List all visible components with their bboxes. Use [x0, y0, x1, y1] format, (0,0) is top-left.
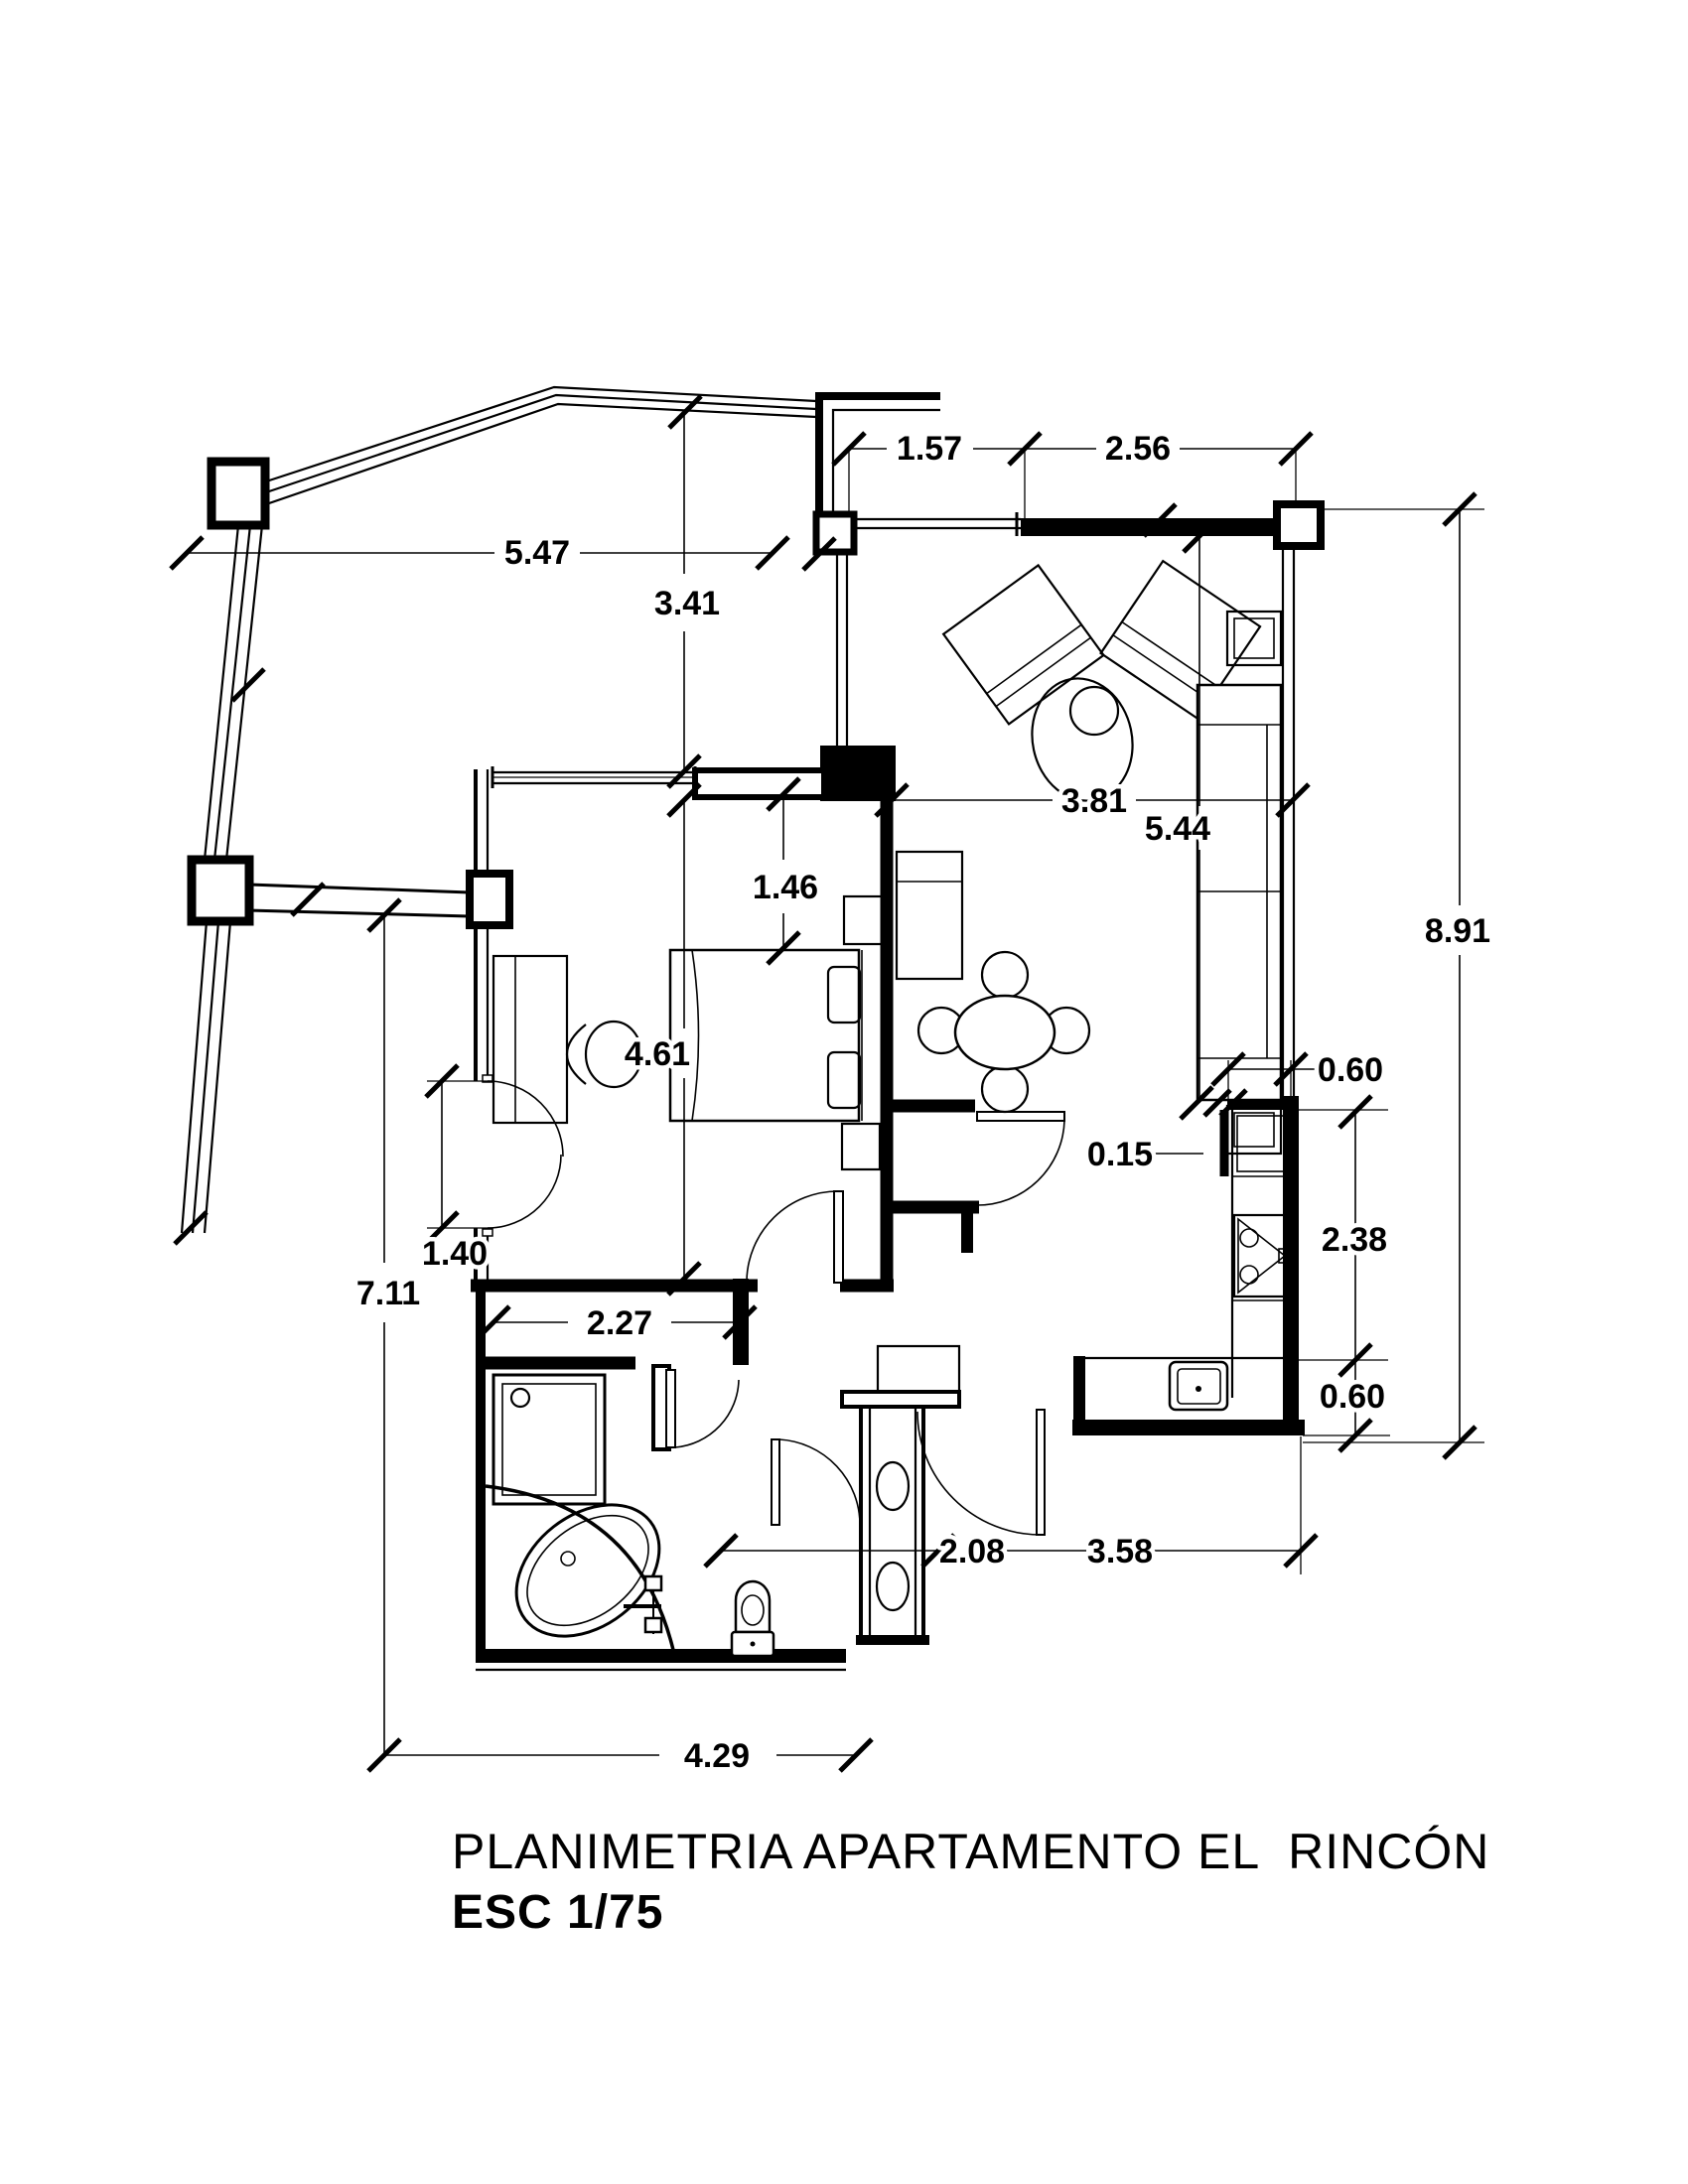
column-ne: [1277, 504, 1321, 546]
dim-label-060-top: 0.60: [1317, 1051, 1384, 1089]
bed: [670, 950, 862, 1121]
appliance: [877, 1563, 909, 1610]
dim-label-238: 2.38: [1321, 1221, 1388, 1259]
dim-label-140: 1.40: [421, 1235, 489, 1273]
balcony-beam: [249, 885, 470, 892]
wall-closet-lintel: [842, 1392, 959, 1407]
door-swing-bath: [675, 1380, 739, 1447]
door-swing-kitchen: [917, 1412, 1041, 1535]
balcony-beam: [249, 910, 470, 916]
dim-label-015: 0.15: [1086, 1136, 1154, 1173]
door-swing-hall-lower: [779, 1439, 860, 1525]
dim-label-381: 3.81: [1060, 782, 1128, 820]
dim-label-358: 3.58: [1086, 1533, 1154, 1570]
dim-label-429: 4.29: [683, 1737, 751, 1775]
side-table-south: [1227, 1106, 1281, 1154]
door-swing: [488, 1155, 561, 1228]
balcony-column-mid: [192, 860, 249, 921]
nightstand-north: [844, 896, 882, 944]
dim-label-711: 7.11: [355, 1275, 421, 1312]
column-bedroom-west: [470, 874, 509, 925]
side-table-round: [1070, 687, 1118, 735]
plan-title: PLANIMETRIA APARTAMENTO EL RINCÓN: [452, 1824, 1490, 1879]
column-living-nw: [816, 514, 854, 552]
column-junction: [820, 746, 896, 801]
nightstand-south: [842, 1124, 880, 1169]
shower: [493, 1375, 605, 1504]
door-swing: [488, 1081, 563, 1157]
dim-label-157: 1.57: [896, 430, 963, 468]
dim-label-227: 2.27: [586, 1304, 653, 1342]
door-leaf-hall: [977, 1112, 1064, 1121]
dining-set: [918, 952, 1089, 1112]
bathtub: [486, 1478, 685, 1664]
appliance: [877, 1462, 909, 1510]
door-leaf-bath: [666, 1370, 675, 1447]
wall-bedroom-north: [695, 770, 824, 797]
plan-scale: ESC 1/75: [452, 1886, 664, 1939]
dim-label-341: 3.41: [653, 585, 721, 622]
sink: [1170, 1362, 1227, 1410]
dim-label-461: 4.61: [624, 1035, 691, 1073]
dim-label-256: 2.56: [1104, 430, 1172, 468]
dim-label-208: 2.08: [938, 1533, 1006, 1570]
sofa: [1197, 685, 1281, 1100]
laundry-closet: [877, 1462, 909, 1610]
dim-label-060-bottom: 0.60: [1319, 1378, 1386, 1416]
tub-drain: [561, 1552, 575, 1566]
tub-faucet: [624, 1576, 661, 1634]
dim-label-891: 8.91: [1424, 912, 1491, 950]
counter-cabinet: [1237, 1116, 1287, 1171]
shelf-unit: [897, 852, 962, 979]
door-leaf-hall-lower: [772, 1439, 779, 1525]
side-table-north: [1227, 612, 1281, 665]
door-swing-hall: [977, 1121, 1064, 1205]
living-furniture: [897, 561, 1281, 1154]
door-leaf-kitchen: [1037, 1410, 1045, 1535]
doors: [483, 1075, 1064, 1535]
stove: [1234, 1215, 1290, 1297]
dim-label-544: 5.44: [1144, 810, 1211, 848]
railing-line: [193, 921, 218, 1233]
shower-drain: [511, 1389, 529, 1407]
armchair-left: [943, 565, 1103, 724]
toilet: [732, 1581, 774, 1656]
railing-line: [205, 921, 230, 1233]
walls: [470, 396, 1321, 1670]
door-leaf-bedroom: [834, 1191, 843, 1283]
bathroom: [486, 1375, 909, 1663]
dim-label-146: 1.46: [752, 869, 819, 906]
cabinet-over-closet: [878, 1346, 959, 1392]
railing-line: [182, 921, 207, 1233]
balcony-column-top: [211, 462, 265, 525]
door-swing-bedroom: [747, 1191, 838, 1281]
title-block: [452, 1824, 1489, 1939]
dim-label-547: 5.47: [503, 534, 571, 572]
bedroom-furniture: [493, 896, 882, 1169]
dresser: [493, 956, 567, 1123]
